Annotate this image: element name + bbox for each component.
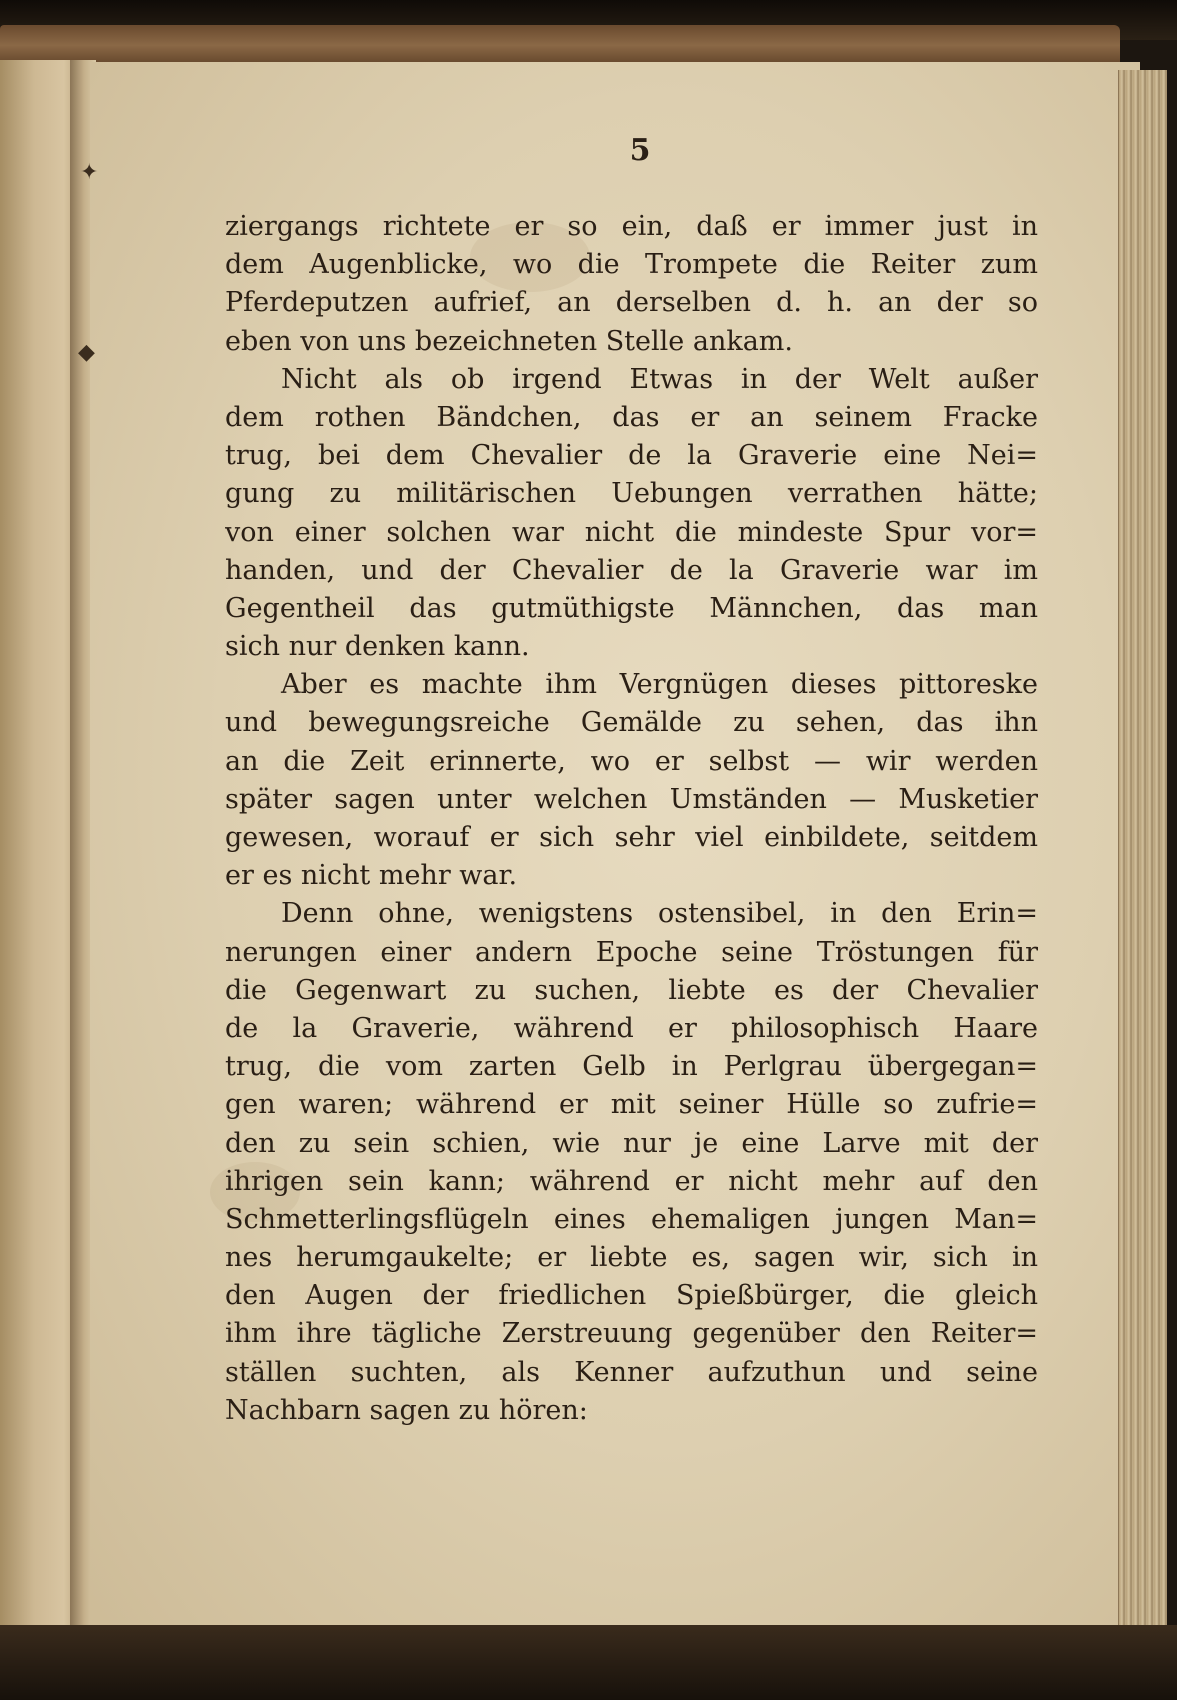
- text-line: gewesen, worauf er sich sehr viel einbildete, seitdem: [225, 822, 1038, 853]
- text-line: die Gegenwart zu suchen, liebte es der Chevalier: [225, 974, 1038, 1006]
- bottom-dark-band: [0, 1625, 1177, 1700]
- text-line: handen, und der Chevalier de la Graverie war im: [225, 554, 1038, 586]
- text-line: Aber es machte ihm Vergnügen dieses pittoreske: [281, 669, 1038, 701]
- text-line: Gegentheil das gutmüthigste Männchen, das man: [225, 592, 1038, 624]
- text-line: trug, die vom zarten Gelb in Perlgrau übergegan=: [225, 1051, 1038, 1083]
- text-line: von einer solchen war nicht die mindeste Spur vor=: [225, 516, 1038, 548]
- text-line: Schmetterlingsflügeln eines ehemaligen jungen Man=: [225, 1203, 1038, 1235]
- paragraph: [225, 208, 1038, 361]
- text-line: nes herumgaukelte; er liebte es, sagen wir, sich in: [225, 1242, 1038, 1274]
- page-stack-edge: [1118, 70, 1167, 1640]
- text-line: eben von uns bezeichneten Stelle ankam.: [225, 325, 793, 357]
- margin-mark-icon: ✦: [80, 160, 99, 185]
- text-line: Pferdeputzen aufrief, an derselben d. h. an der so: [225, 287, 1038, 319]
- text-line: sich nur denken kann.: [225, 631, 530, 663]
- text-line: den zu sein schien, wie nur je eine Larve mit der: [225, 1127, 1038, 1159]
- text-line: Nachbarn sagen zu hören:: [225, 1394, 588, 1426]
- text-line: dem Augenblicke, wo die Trompete die Reiter zum: [225, 249, 1038, 281]
- body-text: [225, 208, 1038, 1430]
- text-line: trug, bei dem Chevalier de la Graverie eine Nei=: [225, 440, 1038, 472]
- text-line: er es nicht mehr war.: [225, 860, 518, 892]
- text-line: ställen suchten, als Kenner aufzuthun und seine: [225, 1356, 1038, 1388]
- text-line: nerungen einer andern Epoche seine Tröstungen für: [225, 936, 1038, 968]
- text-line: ihrigen sein kann; während er nicht mehr auf den: [225, 1165, 1038, 1197]
- paragraph: [225, 361, 1038, 667]
- text-line: Denn ohne, wenigstens ostensibel, in den Erin=: [281, 898, 1038, 930]
- text-line: gung zu militärischen Uebungen verrathen hätte;: [225, 478, 1038, 510]
- text-line: ihm ihre tägliche Zerstreuung gegenüber den Reiter=: [225, 1318, 1038, 1350]
- text-line: dem rothen Bändchen, das er an seinem Fracke: [225, 401, 1038, 433]
- paragraph: [225, 895, 1038, 1430]
- text-line: ziergangs richtete er so ein, daß er immer just in: [225, 211, 1038, 242]
- text-line: Nicht als ob irgend Etwas in der Welt außer: [281, 363, 1038, 395]
- text-line: später sagen unter welchen Umständen — Musketier: [225, 783, 1038, 815]
- page-number: 5: [629, 133, 651, 168]
- text-line: und bewegungsreiche Gemälde zu sehen, das ihn: [225, 707, 1038, 739]
- text-line: de la Graverie, während er philosophisch Haare: [225, 1012, 1038, 1044]
- margin-mark-icon: ◆: [78, 340, 95, 365]
- paragraph: [225, 666, 1038, 895]
- text-line: an die Zeit erinnerte, wo er selbst — wir werden: [225, 745, 1038, 777]
- text-line: den Augen der friedlichen Spießbürger, die gleich: [225, 1280, 1038, 1312]
- text-line: gen waren; während er mit seiner Hülle so zufrie=: [225, 1089, 1038, 1121]
